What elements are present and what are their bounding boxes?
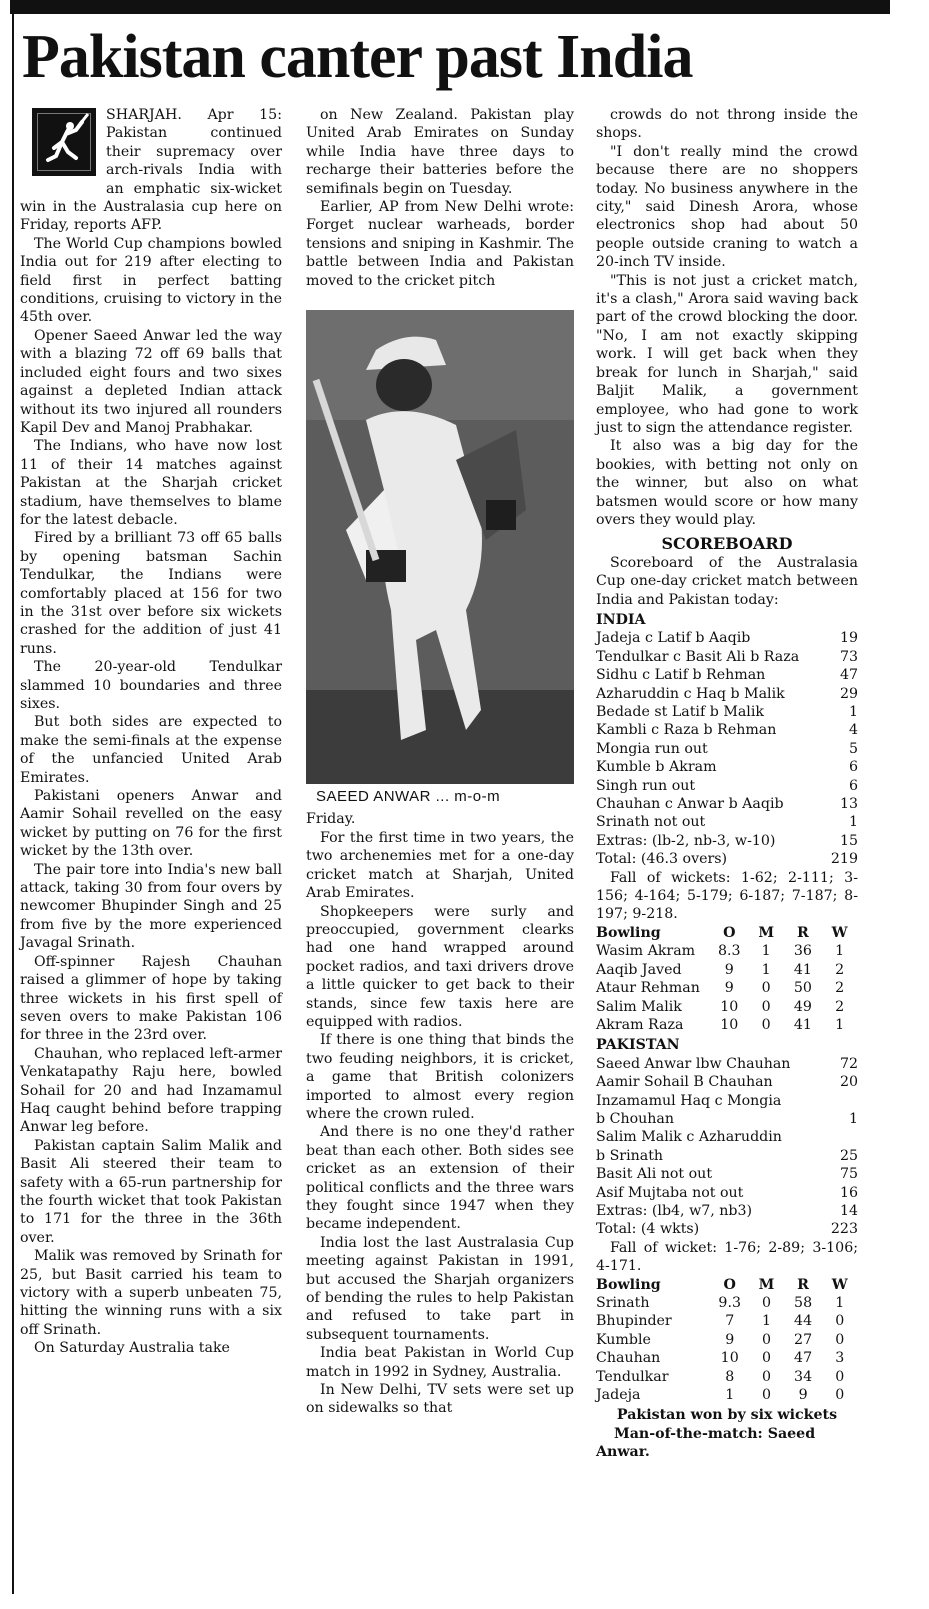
photo-caption: SAEED ANWAR ... m-o-m	[316, 788, 501, 806]
runs-value: 29	[839, 685, 858, 702]
pakistan-fall-of-wickets: Fall of wicket: 1-76; 2-89; 3-106; 4-171.	[596, 1239, 858, 1275]
bowling-cell: Akram Raza	[596, 1016, 684, 1033]
batsman-entry: Singh run out	[596, 777, 696, 794]
batting-row	[596, 795, 858, 813]
bowling-cell: 10	[720, 1350, 739, 1367]
bowling-header-cell: M	[758, 924, 775, 941]
batsman-entry: Asif Mujtaba not out	[596, 1184, 744, 1201]
bowling-header-cell: O	[723, 924, 736, 941]
bowling-header-cell: O	[723, 1276, 736, 1293]
bowling-cell: 47	[794, 1350, 813, 1367]
bowling-cell: 8	[725, 1368, 735, 1385]
article-paragraph: In New Delhi, TV sets were set up on sidewalks so that	[306, 1382, 574, 1417]
runs-value: 16	[839, 1184, 858, 1201]
bowling-cell: Kumble	[596, 1331, 651, 1348]
bowling-header-cell: W	[831, 1276, 848, 1293]
batting-row	[596, 1165, 858, 1183]
runs-value: 72	[839, 1055, 858, 1072]
batsman-entry: Kambli c Raza b Rehman	[596, 722, 777, 739]
column-1-body	[20, 106, 282, 1358]
man-of-the-match: Man-of-the-match: Saeed Anwar.	[596, 1425, 816, 1461]
bowling-cell: 1	[761, 961, 771, 978]
batsman-entry: Azharuddin c Haq b Malik	[596, 685, 785, 702]
batsman-entry: Kumble b Akram	[596, 759, 717, 776]
bowling-cell: Salim Malik	[596, 998, 682, 1015]
runs-value: 25	[839, 1147, 858, 1164]
bowling-row	[596, 1312, 858, 1330]
article-paragraph: "This is not just a cricket match, it's a clash," Arora said waving back part of the crowd blocking the door. "No, I am not exactly skipping work. I will get back when they break for lunch in Sharjah," said Baljit Malik, a government employee, who had gone to work just to sign the attendance register.	[596, 272, 858, 436]
bowling-cell: 10	[720, 1016, 739, 1033]
article-paragraph: SHARJAH. Apr 15: Pakistan continued their supremacy over arch-rivals India with an emphatic six-wicket win in the Australasia cup here on Friday, reports AFP.	[20, 107, 282, 234]
cricket-logo-icon	[32, 108, 96, 176]
batsman-entry: b Chouhan	[596, 1110, 674, 1127]
article-paragraph: Fired by a brilliant 73 off 65 balls by opening batsman Sachin Tendulkar, the Indians were comfortably placed at 156 for two in the 31st over before six wickets crashed for the addition of just 41 runs.	[20, 530, 282, 657]
batting-row	[596, 1220, 858, 1238]
bowling-row	[596, 979, 858, 997]
article-paragraph: India beat Pakistan in World Cup match in 1992 in Sydney, Australia.	[306, 1345, 574, 1380]
runs-value: 6	[848, 759, 858, 776]
batting-row	[596, 832, 858, 850]
runs-value	[830, 1092, 858, 1110]
bowling-row	[596, 961, 858, 979]
bowling-cell: 50	[793, 980, 812, 997]
batting-row	[596, 758, 858, 776]
column-3	[596, 106, 858, 1462]
bowling-cell: 41	[793, 961, 812, 978]
bowling-row	[596, 1294, 858, 1312]
bowling-cell: 1	[835, 1295, 845, 1311]
article-paragraph: India lost the last Australasia Cup meeting against Pakistan in 1991, but accused the Sharjah organizers of bending the rules to help Pakistan and refused to take part in subsequent tournaments.	[306, 1234, 574, 1343]
pakistan-heading: PAKISTAN	[596, 1037, 680, 1054]
bowling-cell: 9	[724, 961, 734, 978]
india-heading: INDIA	[596, 611, 646, 628]
bowling-cell: 2	[835, 998, 845, 1015]
pakistan-bowling-table	[596, 1276, 858, 1405]
article-paragraph: Opener Saeed Anwar led the way with a blazing 72 off 69 balls that included eight fours and two sixes against a depleted Indian attack without its two injured all rounders Kapil Dev and Manoj Prabhakar.	[20, 327, 282, 436]
article-paragraph: The Indians, who have now lost 11 of their 14 matches against Pakistan at the Sharjah cricket stadium, have themselves to blame for the latest debacle.	[20, 438, 282, 528]
bowling-cell: 1	[761, 943, 771, 960]
bowling-cell: 2	[835, 961, 845, 978]
bowling-cell: 36	[793, 943, 812, 960]
bowling-cell: 9.3	[718, 1295, 741, 1311]
column-2-top	[306, 106, 574, 290]
batsman-entry: Mongia run out	[596, 740, 708, 757]
batsman-entry: Aamir Sohail B Chauhan	[596, 1074, 773, 1091]
bowling-row	[596, 998, 858, 1016]
scoreboard-title: SCOREBOARD	[661, 534, 793, 554]
bowling-cell: 3	[835, 1350, 845, 1367]
player-photo	[306, 310, 574, 784]
batting-row	[596, 1128, 858, 1146]
batsman-entry: Extras: (lb4, w7, nb3)	[596, 1202, 753, 1219]
batting-row	[596, 1073, 858, 1091]
batsman-entry: Bedade st Latif b Malik	[596, 704, 764, 720]
runs-value: 73	[839, 648, 858, 665]
article-paragraph: But both sides are expected to make the semi-finals at the expense of the unfancied United Arab Emirates.	[20, 714, 282, 786]
bowling-cell: 44	[794, 1313, 813, 1330]
article-paragraph: And there is no one they'd rather beat than each other. Both sides see cricket as an extension of their political conflicts and the three wars they fought since 1947 when they became independent.	[306, 1124, 574, 1233]
article-paragraph: crowds do not throng inside the shops.	[596, 107, 858, 142]
india-fall-of-wickets: Fall of wickets: 1-62; 2-111; 3-156; 4-164; 5-179; 6-187; 7-187; 8-197; 9-218.	[596, 869, 858, 923]
batsman-entry: Srinath not out	[596, 814, 706, 831]
batting-row	[596, 721, 858, 739]
runs-value	[830, 1128, 858, 1146]
runs-value: 1	[848, 1110, 858, 1127]
bowling-cell: 2	[835, 980, 845, 997]
bowling-header-cell: R	[797, 1276, 809, 1293]
bowling-cell: 58	[794, 1295, 813, 1311]
runs-value: 20	[839, 1074, 858, 1091]
article-paragraph: For the first time in two years, the two archenemies met for a one-day cricket match at Sharjah, United Arab Emirates.	[306, 829, 574, 902]
batsman-entry: Chauhan c Anwar b Aaqib	[596, 796, 784, 813]
runs-value: 75	[839, 1166, 858, 1183]
bowling-cell: 0	[761, 1350, 771, 1367]
bowling-cell: 1	[761, 1313, 771, 1330]
article-paragraph: Shopkeepers were surly and preoccupied, government clearks had one hand wrapped around pocket radios, and taxi drivers drove a little quicker to get back to their stands, since few taxis here are equipped with radios.	[306, 903, 574, 1030]
batting-row	[596, 1147, 858, 1165]
left-rule	[12, 14, 14, 1594]
bowling-cell: 27	[794, 1331, 813, 1348]
bowling-row	[596, 1016, 858, 1034]
batsman-entry: Total: (46.3 overs)	[596, 851, 728, 868]
batsman-entry: Extras: (lb-2, nb-3, w-10)	[596, 832, 776, 849]
bowling-row	[596, 1368, 858, 1386]
india-bowling-table	[596, 924, 858, 1034]
article-paragraph: Malik was removed by Srinath for 25, but Basit carried his team to victory with a superb unbeaten 75, hitting the winning runs with a six off Srinath.	[20, 1248, 282, 1338]
bowling-row	[596, 1331, 858, 1349]
bowling-cell: 0	[761, 1295, 771, 1311]
batting-row	[596, 813, 858, 831]
bowling-cell: 8.3	[718, 943, 741, 960]
article-paragraph: Off-spinner Rajesh Chauhan raised a glimmer of hope by taking three wickets in his first spell of seven overs to make Pakistan 106 for three in the 23rd over.	[20, 953, 282, 1044]
batting-row	[596, 850, 858, 868]
runs-value: 15	[839, 832, 858, 849]
batting-row	[596, 666, 858, 684]
batting-row	[596, 629, 858, 647]
top-rule	[10, 0, 890, 14]
batting-row	[596, 703, 858, 721]
runs-value: 1	[848, 814, 858, 831]
bowling-cell: 0	[835, 1368, 845, 1385]
headline: Pakistan canter past India	[22, 23, 693, 91]
article-paragraph: It also was a big day for the bookies, with betting not only on the winner, but also on what batsmen would score or how many overs they would play.	[596, 438, 858, 528]
runs-value: 1	[848, 704, 858, 720]
batsman-entry: Basit Ali not out	[596, 1166, 713, 1183]
article-paragraph: On Saturday Australia take	[34, 1340, 230, 1357]
bowling-cell: Srinath	[596, 1295, 650, 1311]
bowling-cell: 9	[725, 1331, 735, 1348]
bowling-header-cell: W	[831, 924, 848, 941]
runs-value: 219	[830, 851, 858, 868]
bowling-cell: Bhupinder	[596, 1313, 672, 1330]
bowling-cell: 0	[835, 1313, 845, 1330]
bowling-cell: 0	[761, 1016, 771, 1033]
bowling-cell: 41	[793, 1016, 812, 1033]
scoreboard-intro: Scoreboard of the Australasia Cup one-day cricket match between India and Pakistan today:	[596, 554, 858, 608]
article-paragraph: The pair tore into India's new ball attack, taking 30 from four overs by newcomer Bhupinder Singh and 25 from five by the more experienced Javagal Srinath.	[20, 861, 282, 952]
article-paragraph: The 20-year-old Tendulkar slammed 10 boundaries and three sixes.	[20, 659, 282, 712]
bowling-cell: 1	[835, 943, 845, 960]
runs-value: 4	[848, 722, 858, 739]
batting-row	[596, 1092, 858, 1110]
bowling-row	[596, 1386, 858, 1404]
bowling-cell: 34	[794, 1368, 813, 1385]
bowling-cell: Aaqib Javed	[596, 961, 682, 978]
bowling-cell: Tendulkar	[596, 1368, 669, 1385]
bowling-row	[596, 1349, 858, 1367]
bowling-cell: 0	[761, 980, 771, 997]
column-2	[306, 106, 574, 1418]
bowling-header-cell: Bowling	[596, 1276, 661, 1293]
bowling-cell: 49	[793, 998, 812, 1015]
bowling-cell: 0	[835, 1387, 845, 1404]
runs-value: 223	[830, 1221, 858, 1238]
batsman-entry: Jadeja c Latif b Aaqib	[596, 630, 751, 647]
bowling-row	[596, 942, 858, 960]
article-paragraph: Friday.	[306, 811, 356, 828]
batting-row	[596, 740, 858, 758]
bowling-cell: 9	[798, 1387, 808, 1404]
column-3-body	[596, 106, 858, 529]
article-paragraph: Chauhan, who replaced left-armer Venkatapathy Raju here, bowled Sohail for 20 and had Inzamamul Haq caught behind before trapping Anwar leg before.	[20, 1045, 282, 1136]
runs-value: 5	[848, 740, 858, 757]
article-paragraph: Pakistan captain Salim Malik and Basit Ali steered their team to safety with a 65-run partnership for the fourth wicket that took Pakistan to 171 for the three in the 36th over.	[20, 1137, 282, 1246]
article-paragraph: on New Zealand. Pakistan play United Arab Emirates on Sunday while India have three days to recharge their batteries before the semifinals begin on Tuesday.	[306, 107, 574, 197]
bowling-header-row	[596, 924, 858, 942]
bowling-cell: Jadeja	[596, 1387, 641, 1404]
bowling-header-row	[596, 1276, 858, 1294]
column-1	[20, 106, 282, 1358]
runs-value: 13	[839, 796, 858, 813]
article-paragraph: If there is one thing that binds the two feuding neighbors, it is cricket, a game that British colonizers imported to almost every region where the crown ruled.	[306, 1032, 574, 1122]
runs-value: 47	[839, 667, 858, 684]
batting-row	[596, 1184, 858, 1202]
runs-value: 14	[839, 1202, 858, 1219]
column-2-bottom	[306, 810, 574, 1417]
batting-row	[596, 1055, 858, 1073]
bowling-cell: 0	[761, 1331, 771, 1348]
batsman-entry: Inzamamul Haq c Mongia	[596, 1092, 782, 1109]
batting-row	[596, 777, 858, 795]
bowling-cell: Ataur Rehman	[596, 980, 700, 997]
batsman-entry: Total: (4 wkts)	[596, 1221, 700, 1238]
pakistan-batting	[596, 1055, 858, 1239]
bowling-cell: 0	[761, 1368, 771, 1385]
bowling-header-cell: Bowling	[596, 924, 661, 941]
batting-row	[596, 685, 858, 703]
bowling-header-cell: M	[758, 1276, 775, 1293]
bowling-header-cell: R	[797, 924, 809, 941]
bowling-cell: 1	[725, 1387, 735, 1404]
batsman-entry: b Srinath	[596, 1147, 664, 1164]
bowling-cell: 0	[761, 1387, 771, 1404]
bowling-cell: 1	[835, 1016, 845, 1033]
match-result: Pakistan won by six wickets	[616, 1407, 838, 1424]
batting-row	[596, 648, 858, 666]
article-paragraph: Earlier, AP from New Delhi wrote: Forget nuclear warheads, border tensions and sniping in Kashmir. The battle between India and Pakistan moved to the cricket pitch	[306, 199, 574, 289]
batting-row	[596, 1202, 858, 1220]
article-paragraph: "I don't really mind the crowd because there are no shoppers today. No business anywhere in the city," said Dinesh Arora, whose electronics shop had about 50 people outside craning to watch a 20-inch TV inside.	[596, 143, 858, 271]
article-paragraph: Pakistani openers Anwar and Aamir Sohail revelled on the easy wicket by putting on 76 for the first wicket by the 13th over.	[20, 788, 282, 860]
bowling-cell: 10	[720, 998, 739, 1015]
bowling-cell: 7	[725, 1313, 735, 1330]
runs-value: 19	[839, 630, 858, 647]
bowling-cell: 9	[724, 980, 734, 997]
bowling-cell: 0	[835, 1331, 845, 1348]
bowling-cell: Chauhan	[596, 1350, 661, 1367]
article-paragraph: The World Cup champions bowled India out for 219 after electing to field first in perfect batting conditions, cruising to victory in the 45th over.	[20, 235, 282, 326]
batsman-entry: Tendulkar c Basit Ali b Raza	[596, 648, 800, 665]
batsman-entry: Sidhu c Latif b Rehman	[596, 667, 766, 684]
bowling-cell: 0	[761, 998, 771, 1015]
india-batting	[596, 629, 858, 868]
batsman-entry: Saeed Anwar lbw Chauhan	[596, 1055, 791, 1072]
bowling-cell: Wasim Akram	[596, 943, 696, 960]
batting-row	[596, 1110, 858, 1128]
runs-value: 6	[848, 777, 858, 794]
batsman-entry: Salim Malik c Azharuddin	[596, 1129, 782, 1146]
